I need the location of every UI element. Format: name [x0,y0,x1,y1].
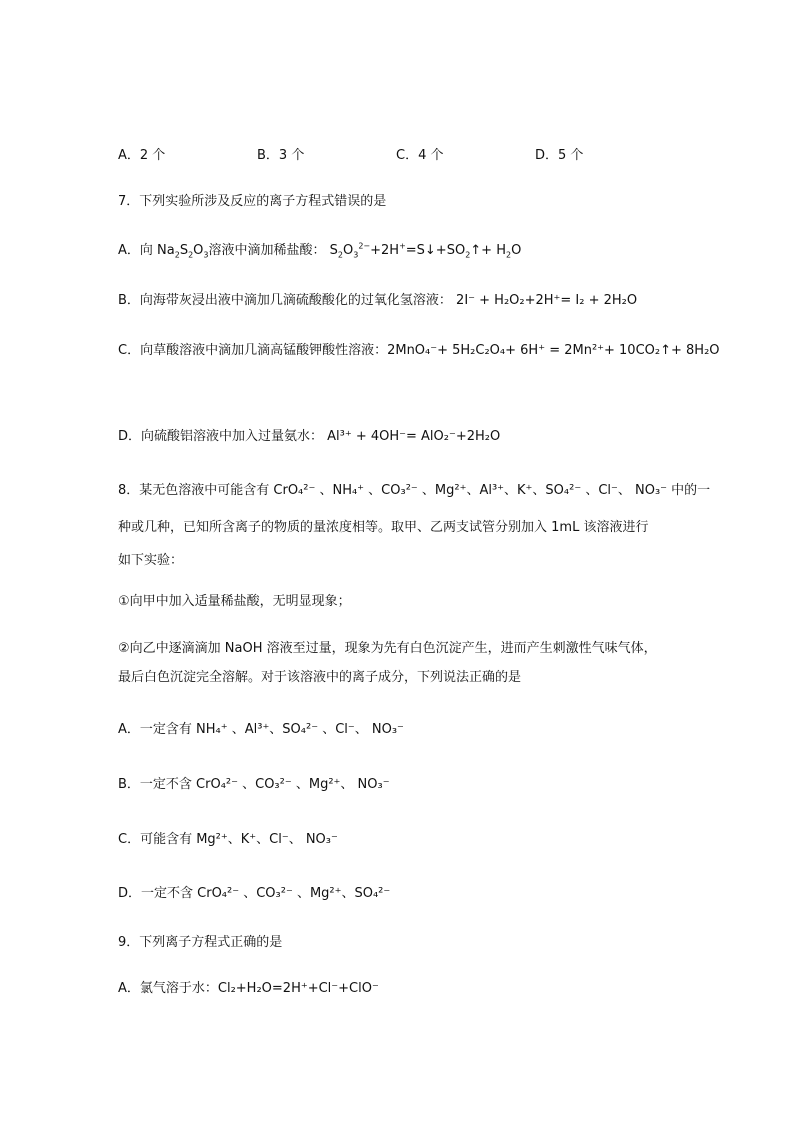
q6-option-a: A．2 个 [118,148,166,163]
q7-option-a: A．向 $Na_2S_2O_3$溶液中滴加稀盐酸： $S_2O_3^{2-}+2H^+=S↓+SO_2↑+ H_2O$ [118,241,522,260]
q8-option-b: B．一定不含 CrO₄²⁻ 、CO₃²⁻ 、Mg²⁺、 NO₃⁻ [118,777,390,792]
q6-option-d: D．5 个 [535,148,584,163]
q6-option-b: B．3 个 [257,148,305,163]
q6-option-c: C．4 个 [396,148,444,163]
q8-stem-line1: 8．某无色溶液中可能含有 CrO₄²⁻ 、NH₄⁺ 、CO₃²⁻ 、Mg²⁺、Al³⁺、K⁺、SO₄²⁻ 、Cl⁻、 NO₃⁻ 中的一 [118,483,711,498]
q7-option-b: B．向海带灰浸出液中滴加几滴硫酸酸化的过氧化氢溶液： 2I⁻ + H₂O₂+2H⁺= I₂ + 2H₂O [118,293,638,308]
q7-stem: 7．下列实验所涉及反应的离子方程式错误的是 [118,194,387,209]
q8-stem-line3: 如下实验： [118,553,184,568]
q9-stem: 9．下列离子方程式正确的是 [118,935,283,950]
q8-step-2-line1: ②向乙中逐滴滴加 NaOH 溶液至过量，现象为先有白色沉淀产生，进而产生刺激性气味气体， [118,641,657,656]
q7-option-c: C．向草酸溶液中滴加几滴高锰酸钾酸性溶液：2MnO₄⁻+ 5H₂C₂O₄+ 6H⁺ = 2Mn²⁺+ 10CO₂↑+ 8H₂O [118,343,720,358]
q9-option-a: A．氯气溶于水：Cl₂+H₂O=2H⁺+Cl⁻+ClO⁻ [118,981,379,996]
q8-option-d: D．一定不含 CrO₄²⁻ 、CO₃²⁻ 、Mg²⁺、SO₄²⁻ [118,886,391,901]
q8-option-c: C．可能含有 Mg²⁺、K⁺、Cl⁻、 NO₃⁻ [118,832,338,847]
q8-step-2-line2: 最后白色沉淀完全溶解。对于该溶液中的离子成分，下列说法正确的是 [118,670,522,685]
q8-option-a: A．一定含有 NH₄⁺ 、Al³⁺、SO₄²⁻ 、Cl⁻、 NO₃⁻ [118,722,404,737]
q8-step-1: ①向甲中加入适量稀盐酸，无明显现象； [118,594,351,609]
q8-stem-line2: 种或几种，已知所含离子的物质的量浓度相等。取甲、乙两支试管分别加入 1mL 该溶液进行 [118,520,649,535]
q7-option-d: D．向硫酸铝溶液中加入过量氨水： Al³⁺ + 4OH⁻= AlO₂⁻+2H₂O [118,429,501,444]
